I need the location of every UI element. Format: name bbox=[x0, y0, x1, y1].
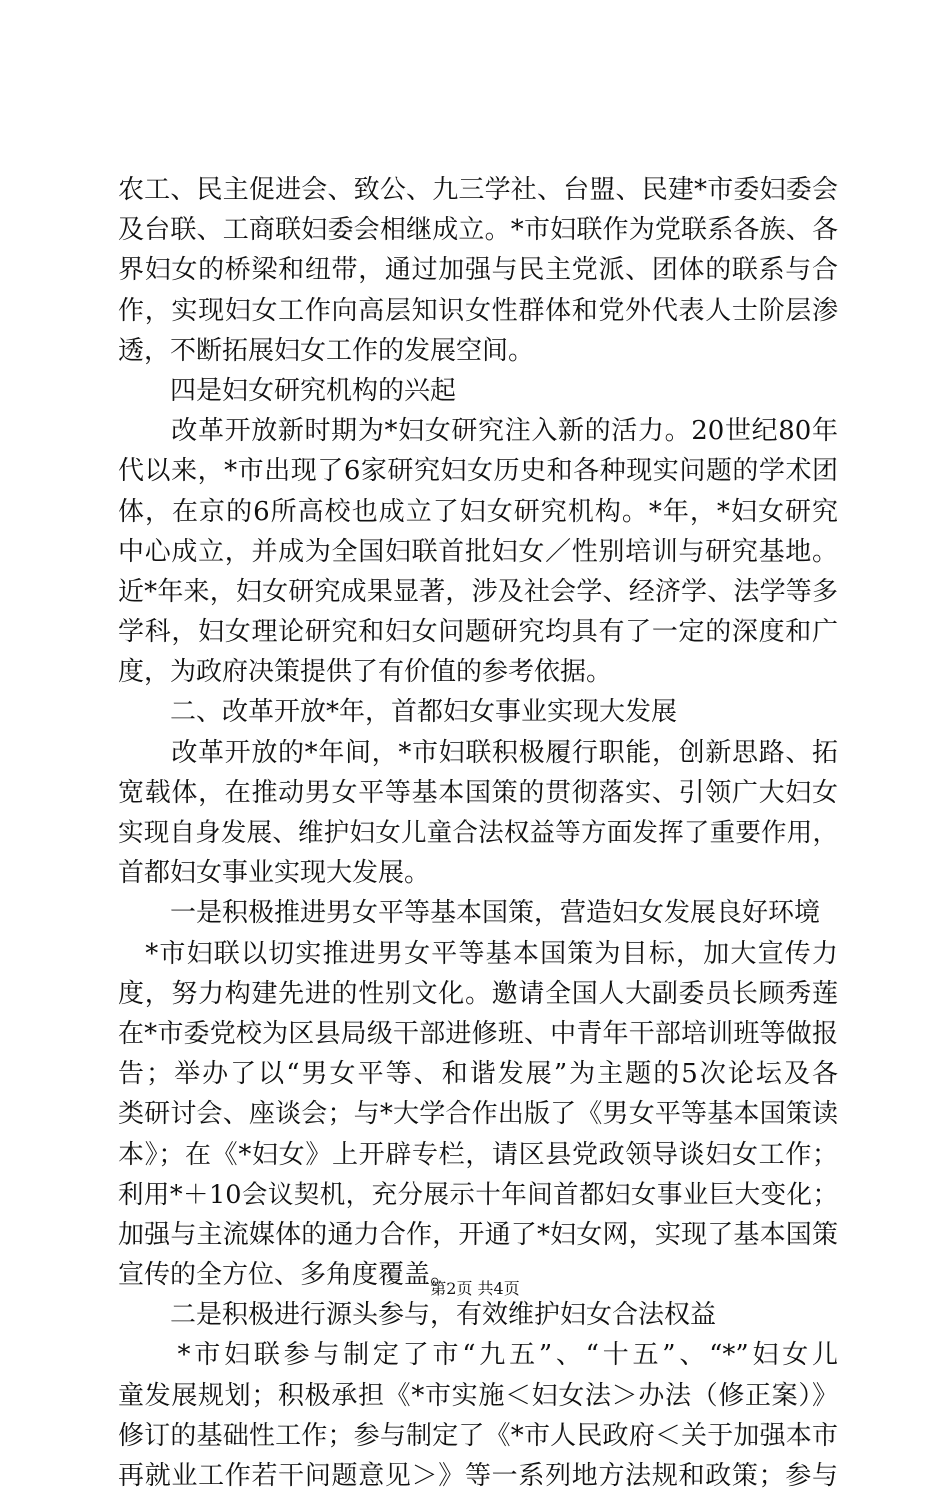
text-line: 修订的基础性工作；参与制定了《*市人民政府＜关于加强本市 bbox=[118, 1420, 838, 1451]
text-line: 利用*＋10会议契机，充分展示十年间首都妇女事业巨大变化； bbox=[118, 1179, 838, 1210]
text-line: 度，努力构建先进的性别文化。邀请全国人大副委员长顾秀莲 bbox=[118, 978, 838, 1009]
text-line: 近*年来，妇女研究成果显著，涉及社会学、经济学、法学等多 bbox=[118, 576, 838, 607]
text-line: 农工、民主促进会、致公、九三学社、台盟、民建*市委妇委会 bbox=[118, 175, 838, 205]
text-line: 宣传的全方位、多角度覆盖。 bbox=[118, 1260, 457, 1291]
text-line: 类研讨会、座谈会；与*大学合作出版了《男女平等基本国策读 bbox=[118, 1099, 838, 1130]
text-line: 界妇女的桥梁和纽带，通过加强与民主党派、团体的联系与合 bbox=[118, 255, 838, 286]
text-line: 宽载体，在推动男女平等基本国策的贯彻落实、引领广大妇女 bbox=[118, 777, 838, 808]
text-line: 代以来，*市出现了6家研究妇女历史和各种现实问题的学术团 bbox=[118, 456, 838, 487]
text-line: 童发展规划；积极承担《*市实施＜妇女法＞办法（修正案）》 bbox=[118, 1380, 838, 1411]
text-line: *市妇联以切实推进男女平等基本国策为目标，加大宣传力 bbox=[118, 938, 838, 969]
text-line: 本》；在《*妇女》上开辟专栏，请区县党政领导谈妇女工作； bbox=[118, 1139, 838, 1170]
text-line: 中心成立，并成为全国妇联首批妇女／性别培训与研究基地。 bbox=[118, 536, 838, 567]
text-line: 度，为政府决策提供了有价值的参考依据。 bbox=[118, 657, 613, 688]
text-line: 透，不断拓展妇女工作的发展空间。 bbox=[118, 335, 535, 366]
text-line: 作，实现妇女工作向高层知识女性群体和党外代表人士阶层渗 bbox=[118, 295, 838, 326]
text-line: 学科，妇女理论研究和妇女问题研究均具有了一定的深度和广 bbox=[118, 617, 838, 648]
text-line: 首都妇女事业实现大发展。 bbox=[118, 858, 431, 889]
text-line: 体，在京的6所高校也成立了妇女研究机构。*年，*妇女研究 bbox=[118, 496, 838, 527]
text-line: 在*市委党校为区县局级干部进修班、中青年干部培训班等做报 bbox=[118, 1018, 838, 1049]
text-line: 及台联、工商联妇委会相继成立。*市妇联作为党联系各族、各 bbox=[118, 215, 838, 246]
text-line: 四是妇女研究机构的兴起 bbox=[118, 375, 457, 406]
text-line: 告；举办了以“男女平等、和谐发展”为主题的5次论坛及各 bbox=[118, 1059, 838, 1090]
text-line: 改革开放的*年间，*市妇联积极履行职能，创新思路、拓 bbox=[118, 737, 838, 768]
text-line: 加强与主流媒体的通力合作，开通了*妇女网，实现了基本国策 bbox=[118, 1219, 838, 1250]
text-line: 二、改革开放*年，首都妇女事业实现大发展 bbox=[118, 697, 678, 728]
text-line: 一是积极推进男女平等基本国策，营造妇女发展良好环境 bbox=[118, 898, 821, 929]
text-line: 实现自身发展、维护妇女儿童合法权益等方面发挥了重要作用， bbox=[118, 818, 838, 848]
text-line: *市妇联参与制定了市“九五”、“十五”、“*”妇女儿 bbox=[118, 1340, 838, 1371]
text-line: 改革开放新时期为*妇女研究注入新的活力。20世纪80年 bbox=[118, 416, 838, 447]
text-line: 再就业工作若干问题意见＞》等一系列地方法规和政策；参与 bbox=[118, 1461, 838, 1491]
page-footer: 第2页 共4页 bbox=[430, 1279, 520, 1298]
text-line: 二是积极进行源头参与，有效维护妇女合法权益 bbox=[118, 1300, 717, 1331]
